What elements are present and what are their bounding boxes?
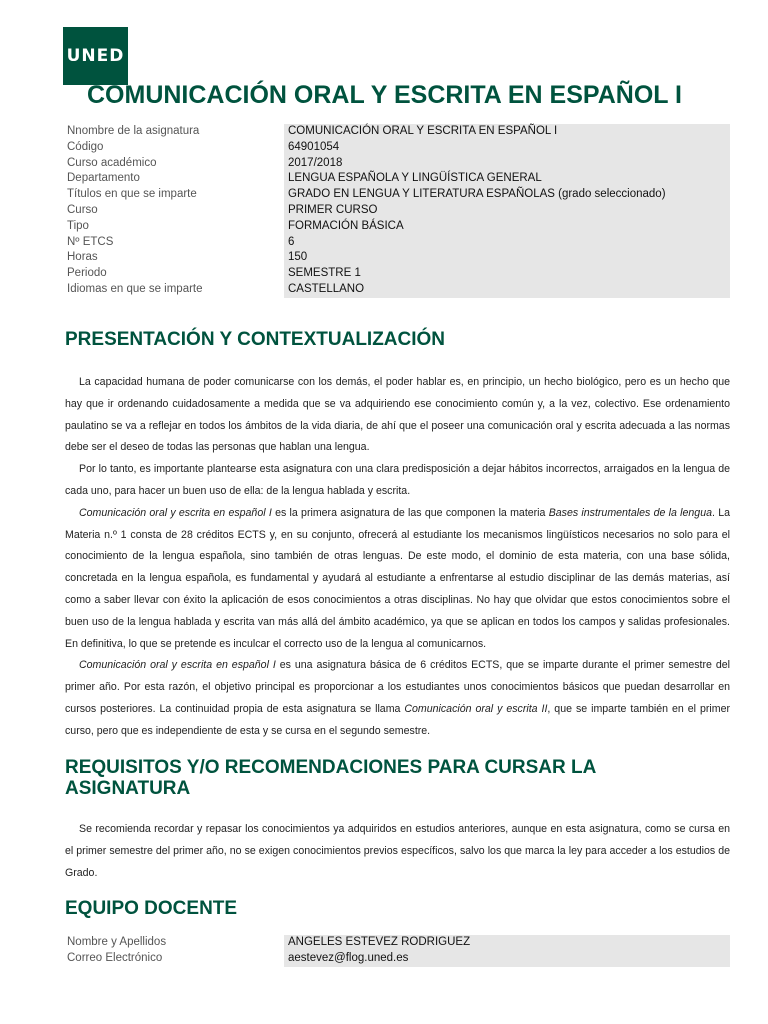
info-label: Nº ETCS — [67, 235, 114, 248]
requisitos-content — [65, 819, 730, 884]
info-label: Títulos en que se imparte — [67, 188, 197, 201]
emphasis: Comunicación oral y escrita en español I — [79, 506, 272, 519]
info-label: Curso — [67, 203, 98, 216]
text-run: , que se imparte también en el primer curso, pero que es independiente de esta y se cursa en el segundo semestre. — [65, 702, 731, 737]
info-value: COMUNICACIÓN ORAL Y ESCRITA EN ESPAÑOL I — [284, 124, 730, 140]
paragraph — [65, 655, 730, 742]
section-title-presentacion: PRESENTACIÓN Y CONTEXTUALIZACIÓN — [65, 329, 446, 350]
info-row-department — [63, 171, 730, 187]
paragraph: Por lo tanto, es importante plantearse esta asignatura con una clara predisposición a dejar hábitos incorrectos, arraigados en la lengua de cada uno, para hacer un buen uso de ella: de la lengua hablada y escrita. — [65, 463, 730, 497]
info-row-period — [63, 266, 730, 282]
info-row-languages — [63, 282, 730, 298]
team-label: Nombre y Apellidos — [67, 936, 167, 948]
info-label: Nnombre de la asignatura — [67, 125, 200, 137]
info-value: 6 — [284, 235, 730, 251]
page-title: COMUNICACIÓN ORAL Y ESCRITA EN ESPAÑOL I — [87, 81, 682, 109]
info-value: PRIMER CURSO — [284, 203, 730, 219]
emphasis: Comunicación oral y escrita en español I — [79, 659, 276, 672]
logo-text: UNED — [66, 46, 125, 66]
info-row-degrees — [63, 187, 730, 203]
info-value: FORMACIÓN BÁSICA — [284, 219, 730, 235]
info-value: LENGUA ESPAÑOLA Y LINGÜÍSTICA GENERAL — [284, 171, 730, 187]
paragraph: Se recomienda recordar y repasar los conocimientos ya adquiridos en estudios anteriores, aunque en esta asignatura, como se cursa en el primer semestre del primer año, no se exigen conocimientos previos específicos, salvo los que marca la ley para acceder a los estudios de Grado. — [65, 823, 730, 879]
text-run: . La Materia n.º 1 consta de 28 créditos ECTS y, en su conjunto, ofrecerá al estudiante los mecanismos lingüísticos necesarios no solo para el conocimiento de la lengua española, sino también de otras lenguas. De este modo, el dominio de esta materia, con una base sólida, concretada en la lengua española, es fundamental y ayudará al estudiante a enfrentarse al estudio disciplinar de las demás materias, así como a saber llevar con éxito la aplicación de esos conocimientos a otras disciplinas. No hay que olvidar que estos conocimientos sobre el buen uso de la lengua hablada y escrita van más allá del ámbito académico, ya que se aplican en todos los campos y salidas profesionales. En definitiva, lo que se pretende es inculcar el correcto uso de la lengua al comunicarnos. — [65, 506, 731, 650]
info-value: GRADO EN LENGUA Y LITERATURA ESPAÑOLAS (grado seleccionado) — [284, 187, 730, 203]
info-value: SEMESTRE 1 — [284, 266, 730, 282]
text-run: es la primera asignatura de las que componen la materia — [271, 506, 549, 519]
paragraph: La capacidad humana de poder comunicarse con los demás, el poder hablar es, en principio, un hecho biológico, pero es un hecho que hay que ir ordenando cuidadosamente a medida que se va adquiriendo ese conocimiento común y, a la vez, colectivo. Ese ordenamiento paulatino se va a reflejar en todos los ámbitos de la vida diaria, de ahí que el poseer una comunicación oral y escrita adecuada a las normas debe ser el deseo de todas las personas que hablan una lengua. — [65, 376, 730, 454]
info-value: CASTELLANO — [284, 282, 730, 298]
info-value: 2017/2018 — [284, 156, 730, 172]
uned-logo — [63, 27, 128, 85]
emphasis: Comunicación oral y escrita II — [404, 702, 548, 715]
team-row-name — [63, 935, 730, 951]
info-row-type — [63, 219, 730, 235]
team-row-email — [63, 951, 730, 967]
info-label: Tipo — [67, 219, 89, 232]
info-label: Periodo — [67, 267, 107, 280]
text-run: es una asignatura básica de 6 créditos ECTS, que se imparte durante el primer semestre del primer año. Por esta razón, el objetivo principal es proporcionar a los estudiantes unos conocimientos básicos que puedan desarrollar en cursos posteriores. La continuidad propia de esta asignatura se llama — [65, 659, 730, 715]
paragraph — [65, 503, 730, 656]
info-row-hours — [63, 250, 730, 266]
team-table — [63, 935, 730, 967]
team-value: aestevez@flog.uned.es — [284, 951, 730, 967]
info-value: 150 — [284, 250, 730, 266]
info-label: Idiomas en que se imparte — [67, 282, 203, 295]
team-label: Correo Electrónico — [67, 951, 163, 964]
info-row-code — [63, 140, 730, 156]
info-row-ects — [63, 235, 730, 251]
info-label: Curso académico — [67, 156, 157, 169]
info-row-course — [63, 203, 730, 219]
emphasis: Bases instrumentales de la lengua — [548, 506, 712, 519]
info-label: Departamento — [67, 172, 140, 185]
presentacion-content — [65, 372, 730, 743]
info-row-year — [63, 156, 730, 172]
course-info-table — [63, 124, 730, 298]
team-value: ANGELES ESTEVEZ RODRIGUEZ — [284, 935, 730, 951]
info-row-name — [63, 124, 730, 140]
section-title-requisitos: REQUISITOS Y/O RECOMENDACIONES PARA CURSAR LA ASIGNATURA — [65, 757, 596, 799]
info-label: Horas — [67, 251, 98, 264]
section-title-equipo: EQUIPO DOCENTE — [65, 898, 238, 919]
info-value: 64901054 — [284, 140, 730, 156]
info-label: Código — [67, 140, 104, 153]
